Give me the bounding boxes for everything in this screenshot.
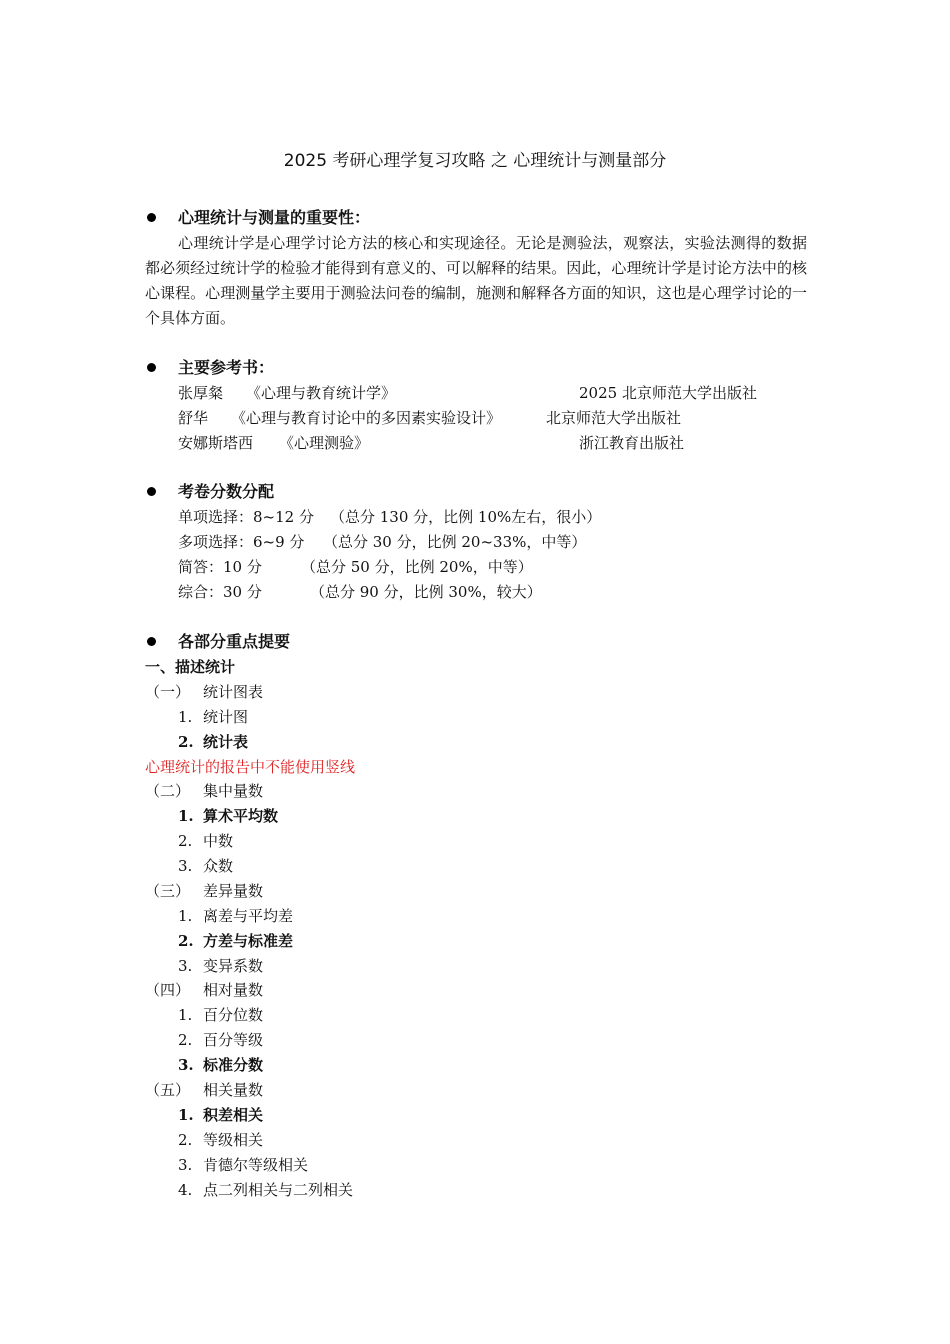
list-item: 标准分数 <box>203 1056 264 1074</box>
list-item: 统计表 <box>203 733 249 751</box>
reference-publisher: 2025 北京师范大学出版社 <box>579 384 757 402</box>
subsection-label: 集中量数 <box>203 782 264 800</box>
list-item: 肯德尔等级相关 <box>203 1156 309 1174</box>
reference-publisher: 浙江教育出版社 <box>579 434 685 452</box>
list-item-number: 4. <box>178 1181 193 1199</box>
list-item: 点二列相关与二列相关 <box>203 1181 354 1199</box>
subsection-label: 相对量数 <box>203 981 264 999</box>
subsection-label: 差异量数 <box>203 882 264 900</box>
list-item: 离差与平均差 <box>203 907 294 925</box>
list-item-number: 1. <box>178 1106 194 1124</box>
subsection-label: 统计图表 <box>203 683 264 701</box>
list-item: 中数 <box>203 832 234 850</box>
subsection-number: （四） <box>145 981 191 999</box>
list-item-number: 2. <box>178 932 194 950</box>
list-item-number: 3. <box>178 1156 193 1174</box>
reference-publisher: 北京师范大学出版社 <box>546 409 682 427</box>
list-item: 众数 <box>203 857 234 875</box>
subsection-label: 相关量数 <box>203 1081 264 1099</box>
list-item-number: 2. <box>178 1131 193 1149</box>
reference-author: 舒华 <box>178 409 209 427</box>
list-item: 变异系数 <box>203 957 264 975</box>
subsection-number: （二） <box>145 782 191 800</box>
list-item: 积差相关 <box>203 1106 264 1124</box>
bullet-icon <box>147 213 156 222</box>
reference-author: 张厚粲 <box>178 384 224 402</box>
score-detail: （总分 90 分，比例 30%，较大） <box>310 583 542 601</box>
importance-paragraph: 心理统计学是心理学讨论方法的核心和实现途径。无论是测验法，观察法，实验法测得的数据都必须经过统计学的检验才能得到有意义的、可以解释的结果。因此，心理统计学是讨论方法中的核心课程。心理测量学主要用于测验法问卷的编制，施测和解释各方面的知识，这也是心理学讨论的一个具体方面。 <box>145 234 807 327</box>
reference-author: 安娜斯塔西 <box>178 434 254 452</box>
list-item: 方差与标准差 <box>203 932 294 950</box>
reference-book: 《心理测验》 <box>279 434 370 452</box>
list-item: 百分等级 <box>203 1031 264 1049</box>
section-heading-importance: 心理统计与测量的重要性： <box>178 208 371 227</box>
list-item: 百分位数 <box>203 1006 264 1024</box>
reference-book: 《心理与教育统计学》 <box>246 384 397 402</box>
list-item-number: 1. <box>178 907 193 925</box>
score-label: 综合：30 分 <box>178 583 262 601</box>
list-item-number: 2. <box>178 832 193 850</box>
list-item: 统计图 <box>203 708 249 726</box>
list-item-number: 3. <box>178 1056 194 1074</box>
document-title: 2025 考研心理学复习攻略 之 心理统计与测量部分 <box>283 151 667 171</box>
subsection-number: （三） <box>145 882 191 900</box>
list-item-number: 1. <box>178 1006 193 1024</box>
score-label: 简答：10 分 <box>178 558 262 576</box>
section-heading-scores: 考卷分数分配 <box>178 482 275 501</box>
subsection-number: （五） <box>145 1081 191 1099</box>
bullet-icon <box>147 637 156 646</box>
list-item-number: 2. <box>178 733 194 751</box>
reference-book: 《心理与教育讨论中的多因素实验设计》 <box>231 409 502 427</box>
section-heading-references: 主要参考书： <box>178 358 275 377</box>
list-item-number: 3. <box>178 957 193 975</box>
note-red: 心理统计的报告中不能使用竖线 <box>145 758 356 776</box>
list-item-number: 2. <box>178 1031 193 1049</box>
bullet-icon <box>147 363 156 372</box>
section-heading-outline: 各部分重点提要 <box>178 632 291 651</box>
score-label: 单项选择：8~12 分 <box>178 508 314 526</box>
bullet-icon <box>147 487 156 496</box>
score-detail: （总分 30 分，比例 20~33%，中等） <box>323 533 587 551</box>
list-item: 等级相关 <box>203 1131 264 1149</box>
score-detail: （总分 50 分，比例 20%，中等） <box>301 558 533 576</box>
score-detail: （总分 130 分，比例 10%左右，很小） <box>330 508 602 526</box>
list-item-number: 1. <box>178 807 194 825</box>
list-item-number: 3. <box>178 857 193 875</box>
list-item-number: 1. <box>178 708 193 726</box>
list-item: 算术平均数 <box>203 807 279 825</box>
score-label: 多项选择：6~9 分 <box>178 533 305 551</box>
part-heading: 一、描述统计 <box>145 658 236 676</box>
subsection-number: （一） <box>145 683 191 701</box>
